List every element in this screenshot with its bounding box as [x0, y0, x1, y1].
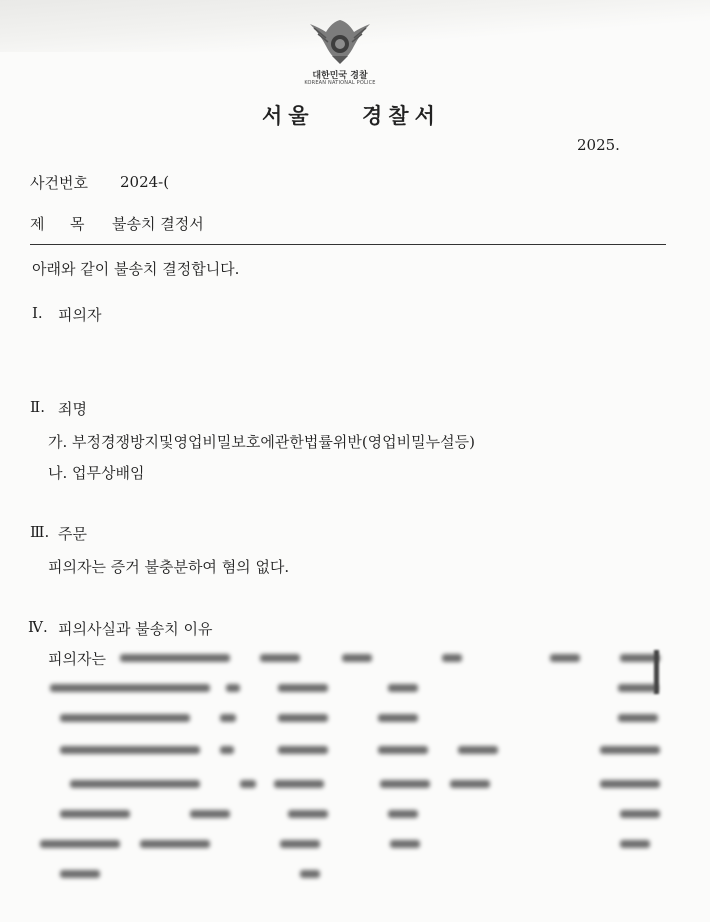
office-title-part1: 서울 [262, 104, 315, 128]
scan-artifact [654, 650, 659, 694]
redacted-content [40, 648, 670, 898]
agency-name: 대한민국 경찰 [312, 71, 368, 81]
charge-item: 가. 부정경쟁방지및영업비밀보호에관한법률위반(영업비밀누설등) [48, 433, 475, 451]
subject-label-first: 제 [30, 215, 45, 233]
section-3-numeral: Ⅲ. [30, 523, 50, 541]
office-title-part2: 경찰서 [362, 104, 441, 128]
section-1-heading: 피의자 [58, 306, 102, 324]
disposition-text: 피의자는 증거 불충분하여 혐의 없다. [48, 558, 290, 576]
section-2-heading: 죄명 [58, 400, 87, 418]
document-date: 2025. [577, 136, 620, 154]
section-1-numeral: Ⅰ. [32, 304, 43, 322]
subject-value: 불송치 결정서 [112, 215, 204, 233]
reason-text-start: 피의자는 [48, 650, 106, 668]
header-divider [30, 244, 666, 245]
case-number-value: 2024-( [120, 173, 170, 191]
intro-text: 아래와 같이 불송치 결정합니다. [32, 260, 240, 278]
section-4-numeral: Ⅳ. [28, 618, 48, 636]
police-emblem-icon [306, 18, 374, 66]
case-number-label: 사건번호 [30, 174, 88, 192]
section-3-heading: 주문 [58, 525, 87, 543]
charge-item: 나. 업무상배임 [48, 464, 145, 482]
agency-name-en: KOREAN NATIONAL POLICE [304, 80, 376, 86]
section-2-numeral: Ⅱ. [30, 398, 45, 416]
subject-label-second: 목 [70, 215, 85, 233]
section-4-heading: 피의사실과 불송치 이유 [58, 620, 213, 638]
